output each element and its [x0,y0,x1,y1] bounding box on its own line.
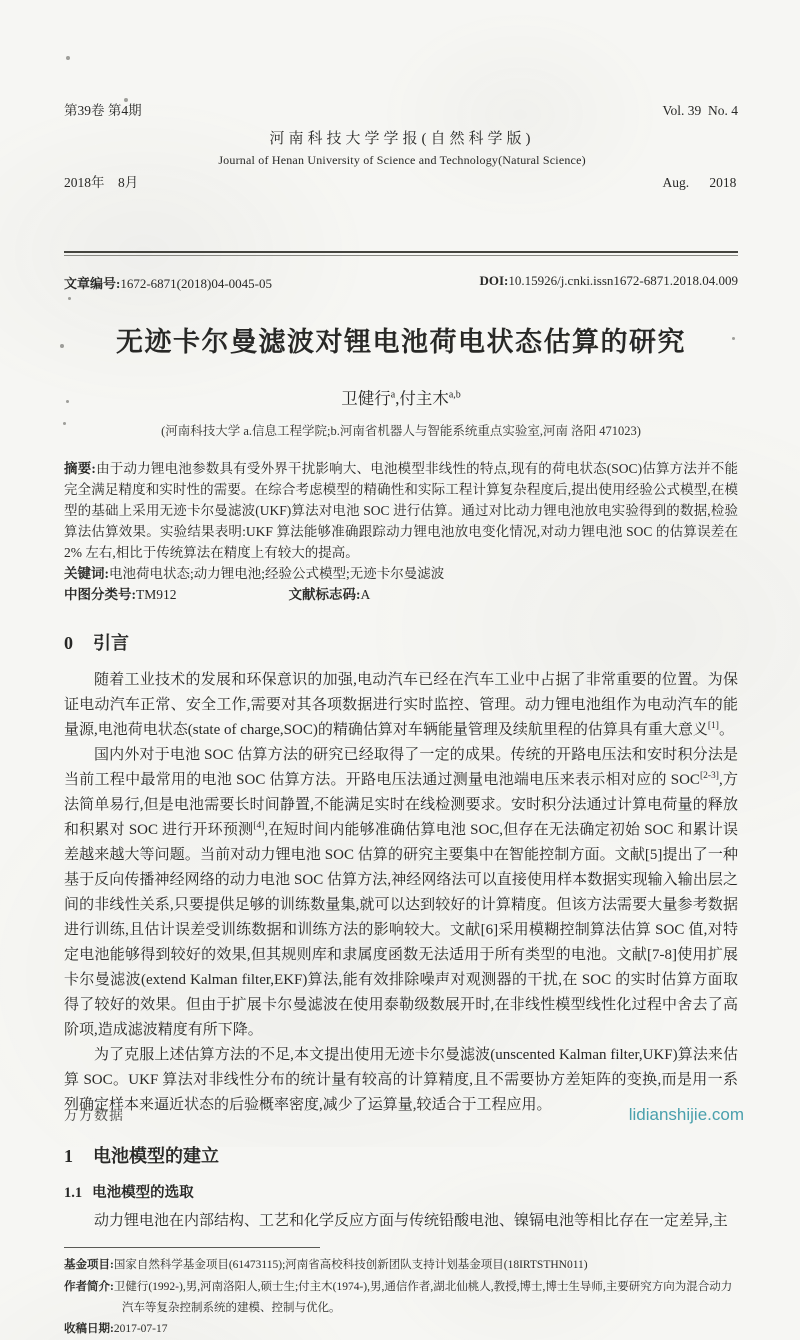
header-volume-block [64,50,142,244]
footnote-divider [64,1247,320,1248]
journal-title-cn: 河南科技大学学报(自然科学版) [269,130,535,147]
scan-artifact [63,422,66,425]
page-content [64,0,738,1340]
doi-label: DOI: [479,273,509,289]
footnote-received-date: 收稿日期:2017-07-17 [64,1323,168,1336]
footnote-author-bio: 作者简介:卫健行(1992-),男,河南洛阳人,硕士生;付主木(1974-),男,通信作者,湖北仙桃人,教授,博士,博士生导师,主要研究方向为混合动力汽车等复杂控制系统的建模、控制与优化。 [64,1280,733,1314]
section-heading-introduction: 0 引言 [64,633,129,654]
paragraph: 为了克服上述估算方法的不足,本文提出使用无迹卡尔曼滤波(unscented Kalman filter,UKF)算法来估算 SOC。UKF 算法对非线性分布的统计量有较高的计算精度,且不需要协方差矩阵的变换,而是用一系列确定样本来逼近状态的后验概率密度,减少了运算量,较适合于工程应用。 [64,1047,738,1114]
footnote-fund: 基金项目:国家自然科学基金项目(61473115);河南省高校科技创新团队支持计划基金项目(18IRTSTHN011) [64,1259,588,1272]
section-heading-battery-model: 1 电池模型的建立 [64,1146,219,1167]
paragraph: 动力锂电池在内部结构、工艺和化学反应方面与传统铅酸电池、镍镉电池等相比存在一定差异,主 [94,1213,728,1230]
keywords-line: 关键词:电池荷电状态;动力锂电池;经验公式模型;无迹卡尔曼滤波 [64,566,445,582]
article-number-label: 文章编号: [64,276,121,292]
header-journal-block [142,127,663,168]
lidianshijie-watermark: lidianshijie.com [628,1105,744,1124]
volume-issue-cn: 第39卷 第4期 [64,102,142,118]
doi: DOI:10.15926/j.cnki.issn1672-6871.2018.04.009 [479,273,738,289]
journal-header [64,50,738,244]
article-meta-row [64,273,738,292]
keywords-label: 关键词: [64,566,109,582]
abstract-text: 由于动力锂电池参数具有受外界干扰影响大、电池模型非线性的特点,现有的荷电状态(SOC)估算方法并不能完全满足精度和实时性的需要。在综合考虑模型的精确性和实际工程计算复杂程度后,提出使用经验公式模型,在模型的基础上采用无迹卡尔曼滤波(UKF)算法对电池 SOC 进行估算。通过对比动力锂电池放电实验得到的数据,检验算法估算效果。实验结果表明:UKF 算法能够准确跟踪动力锂电池放电变化情况,对动力锂电池 SOC 的估算误差在 2% 左右,相比于传统算法在精度上有较大的提高。 [64,461,738,561]
subsection-heading-model-selection: 1.1 电池模型的选取 [64,1185,194,1202]
clc-number: 中图分类号:TM912 [64,587,177,603]
journal-title-en: Journal of Henan University of Science and Technology(Natural Science) [218,152,586,167]
wanfang-watermark: 万方数据 [64,1109,124,1124]
scan-artifact [68,297,71,300]
header-vol-en-block [662,50,738,244]
scan-artifact [66,56,70,60]
affiliation-line: (河南科技大学 a.信息工程学院;b.河南省机器人与智能系统重点实验室,河南 洛阳 471023) [161,424,641,439]
scan-artifact [60,344,64,348]
paragraph: 随着工业技术的发展和环保意识的加强,电动汽车已经在汽车工业中占据了非常重要的位置。为保证电动汽车正常、安全工作,需要对其各项数据进行实时监控、管理。动力锂电池组作为电动汽车的能量源,电池荷电状态(state of charge,SOC)的精确估算对车辆能量管理及续航里程的估算具有重大意义[1]。 [64,672,738,739]
scan-artifact [124,98,128,102]
vol-no-en: Vol. 39 No. 4 [662,102,738,118]
paper-title: 无迹卡尔曼滤波对锂电池荷电状态估算的研究 [116,327,686,358]
abstract-block [64,458,738,563]
classification-line [64,584,738,605]
abstract-label: 摘要: [64,461,96,477]
footnote-block [64,1247,738,1340]
scan-artifact [732,337,735,340]
page-footer [64,1105,744,1125]
date-cn: 2018年 8月 [64,175,139,191]
authors-line: 卫健行$^a$,付主木$^{a,b}$ [341,389,461,409]
date-en: Aug. 2018 [662,175,737,191]
paragraph: 国内外对于电池 SOC 估算方法的研究已经取得了一定的成果。传统的开路电压法和安时积分法是当前工程中最常用的电池 SOC 估算方法。开路电压法通过测量电池端电压来表示相对应的 SOC[2-3],方法简单易行,但是电池需要长时间静置,不能满足实时在线检测要求。安时积分法通过计算电荷量的释放和积累对 SOC 进行开环预测[4],在短时间内能够准确估算电池 SOC,但存在无法确定初始 SOC 和累计误差越来越大等问题。当前对动力锂电池 SOC 估算的研究主要集中在智能控制方面。文献[5]提出了一种基于反向传播神经网络的动力电池 SOC 估算方法,神经网络法可以直接使用样本数据实现输入输出层之间的非线性关系,只要提供足够的训练数量集,就可以达到较好的计算精度。但该方法需要大量参考数据进行训练,且估计误差受训练数据和训练方法的影响较大。文献[6]采用模糊控制算法估算 SOC 值,对特定电池能够得到较好的效果,但其规则库和隶属度函数无法适用于所有类型的电池。文献[7-8]使用扩展卡尔曼滤波(extend Kalman filter,EKF)算法,能有效排除噪声对观测器的干扰,在 SOC 的实时估算方面取得了较好的效果。但由于扩展卡尔曼滤波在使用泰勒级数展开时,在非线性模型线性化过程中舍去了高阶项,造成滤波精度有所下降。 [64,747,738,1039]
header-divider-rule [64,251,738,256]
article-number: 文章编号:1672-6871(2018)04-0045-05 [64,276,272,292]
scan-artifact [66,400,69,403]
document-code: 文献标志码:A [288,587,371,603]
